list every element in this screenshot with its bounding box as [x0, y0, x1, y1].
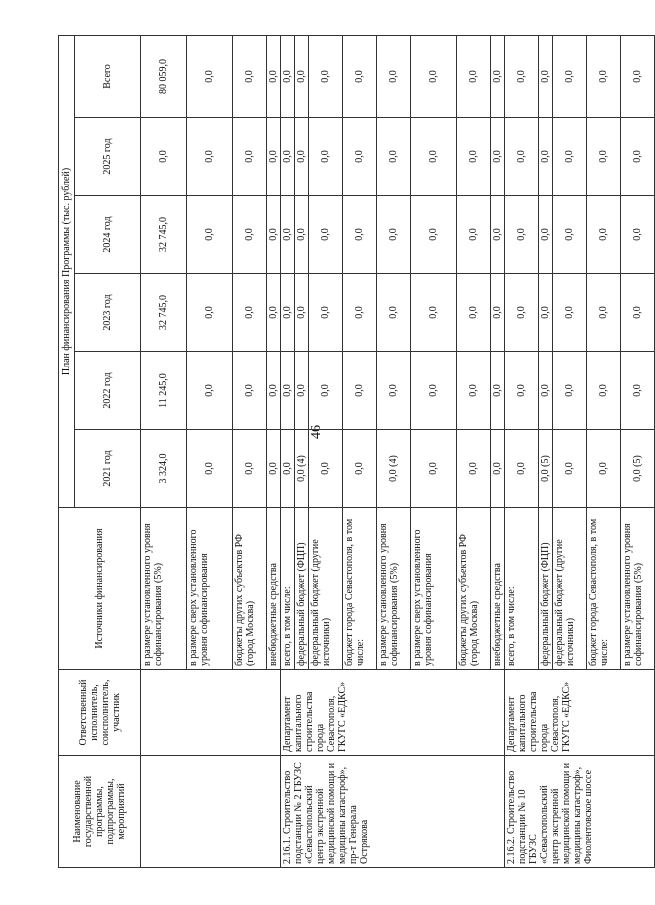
value-cell: 0,0	[281, 430, 295, 508]
value-cell: 0,0	[233, 274, 267, 352]
value-cell: 0,0	[377, 274, 411, 352]
value-cell: 0,0	[309, 274, 343, 352]
total-cell: 0,0	[587, 35, 621, 117]
table-row	[505, 35, 539, 867]
header-sources: Источники финансирования	[59, 508, 141, 670]
value-cell: 0,0	[281, 274, 295, 352]
value-cell: 0,0	[295, 196, 309, 274]
empty-cell	[141, 756, 281, 868]
financing-table	[58, 35, 655, 868]
total-cell: 0,0	[553, 35, 587, 117]
executor-cell: Департамент капитального строительства города Севастополя, ГКУГС «ЕДКС»	[505, 670, 655, 756]
value-cell: 11 245,0	[141, 352, 187, 430]
value-cell: 0,0	[187, 352, 233, 430]
source-cell: в размере установленного уровня софинансирования (5%)	[141, 508, 187, 670]
source-cell: в размере сверх установленного уровня софинансирования	[187, 508, 233, 670]
value-cell: 0,0	[553, 274, 587, 352]
value-cell: 0,0	[187, 274, 233, 352]
table-row	[281, 35, 295, 867]
value-cell: 0,0	[295, 352, 309, 430]
header-year: 2021 год	[75, 430, 141, 508]
total-cell: 0,0	[295, 35, 309, 117]
value-cell: 0,0 (5)	[621, 430, 655, 508]
source-cell: бюджет города Севастополя, в том числе:	[587, 508, 621, 670]
total-cell: 0,0	[377, 35, 411, 117]
total-cell: 0,0	[491, 35, 505, 117]
value-cell: 0,0	[141, 118, 187, 196]
header-year: 2025 год	[75, 118, 141, 196]
value-cell: 0,0	[621, 196, 655, 274]
value-cell: 0,0	[267, 274, 281, 352]
value-cell: 0,0	[281, 352, 295, 430]
value-cell: 0,0	[587, 118, 621, 196]
value-cell: 0,0	[621, 118, 655, 196]
value-cell: 0,0	[233, 118, 267, 196]
value-cell: 0,0	[553, 118, 587, 196]
value-cell: 0,0	[505, 352, 539, 430]
value-cell: 0,0	[309, 196, 343, 274]
value-cell: 0,0	[553, 352, 587, 430]
value-cell: 0,0	[457, 274, 491, 352]
value-cell: 0,0	[491, 118, 505, 196]
executor-cell: Департамент капитального строительства города Севастополя, ГКУГС «ЕДКС»	[281, 670, 505, 756]
value-cell: 0,0	[343, 430, 377, 508]
value-cell: 0,0	[491, 274, 505, 352]
value-cell: 0,0	[587, 274, 621, 352]
total-cell: 0,0	[187, 35, 233, 117]
value-cell: 0,0	[539, 274, 553, 352]
value-cell: 0,0	[621, 274, 655, 352]
value-cell: 0,0 (5)	[539, 430, 553, 508]
source-cell: бюджеты других субъектов РФ (город Москва)	[457, 508, 491, 670]
source-cell: федеральный бюджет (другие источники)	[309, 508, 343, 670]
value-cell: 0,0	[267, 352, 281, 430]
source-cell: внебюджетные средства	[491, 508, 505, 670]
value-cell: 0,0	[505, 430, 539, 508]
header-year: 2022 год	[75, 352, 141, 430]
value-cell: 0,0	[411, 430, 457, 508]
value-cell: 3 324,0	[141, 430, 187, 508]
source-cell: бюджет города Севастополя, в том числе:	[343, 508, 377, 670]
value-cell: 0,0	[457, 118, 491, 196]
value-cell: 0,0	[553, 196, 587, 274]
value-cell: 0,0	[587, 196, 621, 274]
header-total: Всего	[75, 35, 141, 117]
total-cell: 0,0	[281, 35, 295, 117]
source-cell: всего, в том числе:	[281, 508, 295, 670]
empty-cell	[141, 670, 281, 756]
value-cell: 0,0	[187, 118, 233, 196]
header-plan: План финансирования Программы (тыс. рублей)	[59, 35, 75, 507]
value-cell: 0,0	[281, 196, 295, 274]
value-cell: 0,0	[505, 274, 539, 352]
source-cell: бюджеты других субъектов РФ (город Москва)	[233, 508, 267, 670]
value-cell: 0,0	[309, 352, 343, 430]
header-year: 2024 год	[75, 196, 141, 274]
measure-name-cell: 2.16.1. Строительство подстанции № 2 ГБУЗС «Севастопольский центр экстренной медицинской помощи и медицины катастроф», пр-т Генерала Острякова	[281, 756, 505, 868]
total-cell: 0,0	[539, 35, 553, 117]
source-cell: в размере установленного уровня софинансирования (5%)	[621, 508, 655, 670]
total-cell: 0,0	[309, 35, 343, 117]
total-cell: 80 059,0	[141, 35, 187, 117]
value-cell: 0,0	[457, 352, 491, 430]
value-cell: 0,0	[233, 430, 267, 508]
value-cell: 0,0	[505, 118, 539, 196]
value-cell: 0,0	[295, 274, 309, 352]
value-cell: 0,0	[457, 196, 491, 274]
total-cell: 0,0	[505, 35, 539, 117]
value-cell: 0,0	[343, 118, 377, 196]
page-number: 46	[309, 425, 324, 439]
value-cell: 0,0	[411, 352, 457, 430]
value-cell: 0,0	[491, 430, 505, 508]
value-cell: 0,0	[295, 118, 309, 196]
value-cell: 0,0	[587, 430, 621, 508]
value-cell: 0,0	[377, 118, 411, 196]
value-cell: 32 745,0	[141, 196, 187, 274]
value-cell: 0,0	[343, 274, 377, 352]
value-cell: 32 745,0	[141, 274, 187, 352]
value-cell: 0,0	[539, 196, 553, 274]
value-cell: 0,0	[539, 118, 553, 196]
source-cell: федеральный бюджет (ФЦП)	[539, 508, 553, 670]
value-cell: 0,0	[233, 196, 267, 274]
value-cell: 0,0 (4)	[377, 430, 411, 508]
value-cell: 0,0	[587, 352, 621, 430]
value-cell: 0,0	[187, 430, 233, 508]
value-cell: 0,0	[343, 196, 377, 274]
value-cell: 0,0	[233, 352, 267, 430]
value-cell: 0,0	[309, 118, 343, 196]
value-cell: 0,0	[187, 196, 233, 274]
value-cell: 0,0	[553, 430, 587, 508]
value-cell: 0,0	[539, 352, 553, 430]
rotated-table-container	[58, 36, 644, 868]
value-cell: 0,0	[491, 196, 505, 274]
total-cell: 0,0	[233, 35, 267, 117]
total-cell: 0,0	[411, 35, 457, 117]
header-executor: Ответственный исполнитель, соисполнитель, участник	[59, 670, 141, 756]
value-cell: 0,0	[411, 196, 457, 274]
source-cell: в размере установленного уровня софинансирования (5%)	[377, 508, 411, 670]
value-cell: 0,0	[267, 196, 281, 274]
measure-name-cell: 2.16.2. Строительство подстанции № 10 ГБУЗС «Севастопольский центр экстренной медицинской помощи и медицины катастроф», Фиолентовское шоссе	[505, 756, 655, 868]
source-cell: федеральный бюджет (другие источники)	[553, 508, 587, 670]
total-cell: 0,0	[457, 35, 491, 117]
value-cell: 0,0	[343, 352, 377, 430]
value-cell: 0,0 (4)	[295, 430, 309, 508]
value-cell: 0,0	[457, 430, 491, 508]
table-row	[141, 35, 187, 867]
value-cell: 0,0	[377, 196, 411, 274]
total-cell: 0,0	[343, 35, 377, 117]
source-cell: в размере сверх установленного уровня софинансирования	[411, 508, 457, 670]
source-cell: всего, в том числе:	[505, 508, 539, 670]
value-cell: 0,0	[377, 352, 411, 430]
value-cell: 0,0	[621, 352, 655, 430]
source-cell: федеральный бюджет (ФЦП)	[295, 508, 309, 670]
value-cell: 0,0	[309, 430, 343, 508]
value-cell: 0,0	[505, 196, 539, 274]
value-cell: 0,0	[411, 118, 457, 196]
total-cell: 0,0	[267, 35, 281, 117]
value-cell: 0,0	[267, 430, 281, 508]
value-cell: 0,0	[281, 118, 295, 196]
value-cell: 0,0	[491, 352, 505, 430]
value-cell: 0,0	[267, 118, 281, 196]
header-name: Наименование государственной программы, подпрограммы, мероприятий	[59, 756, 141, 868]
total-cell: 0,0	[621, 35, 655, 117]
header-year: 2023 год	[75, 274, 141, 352]
value-cell: 0,0	[411, 274, 457, 352]
source-cell: внебюджетные средства	[267, 508, 281, 670]
